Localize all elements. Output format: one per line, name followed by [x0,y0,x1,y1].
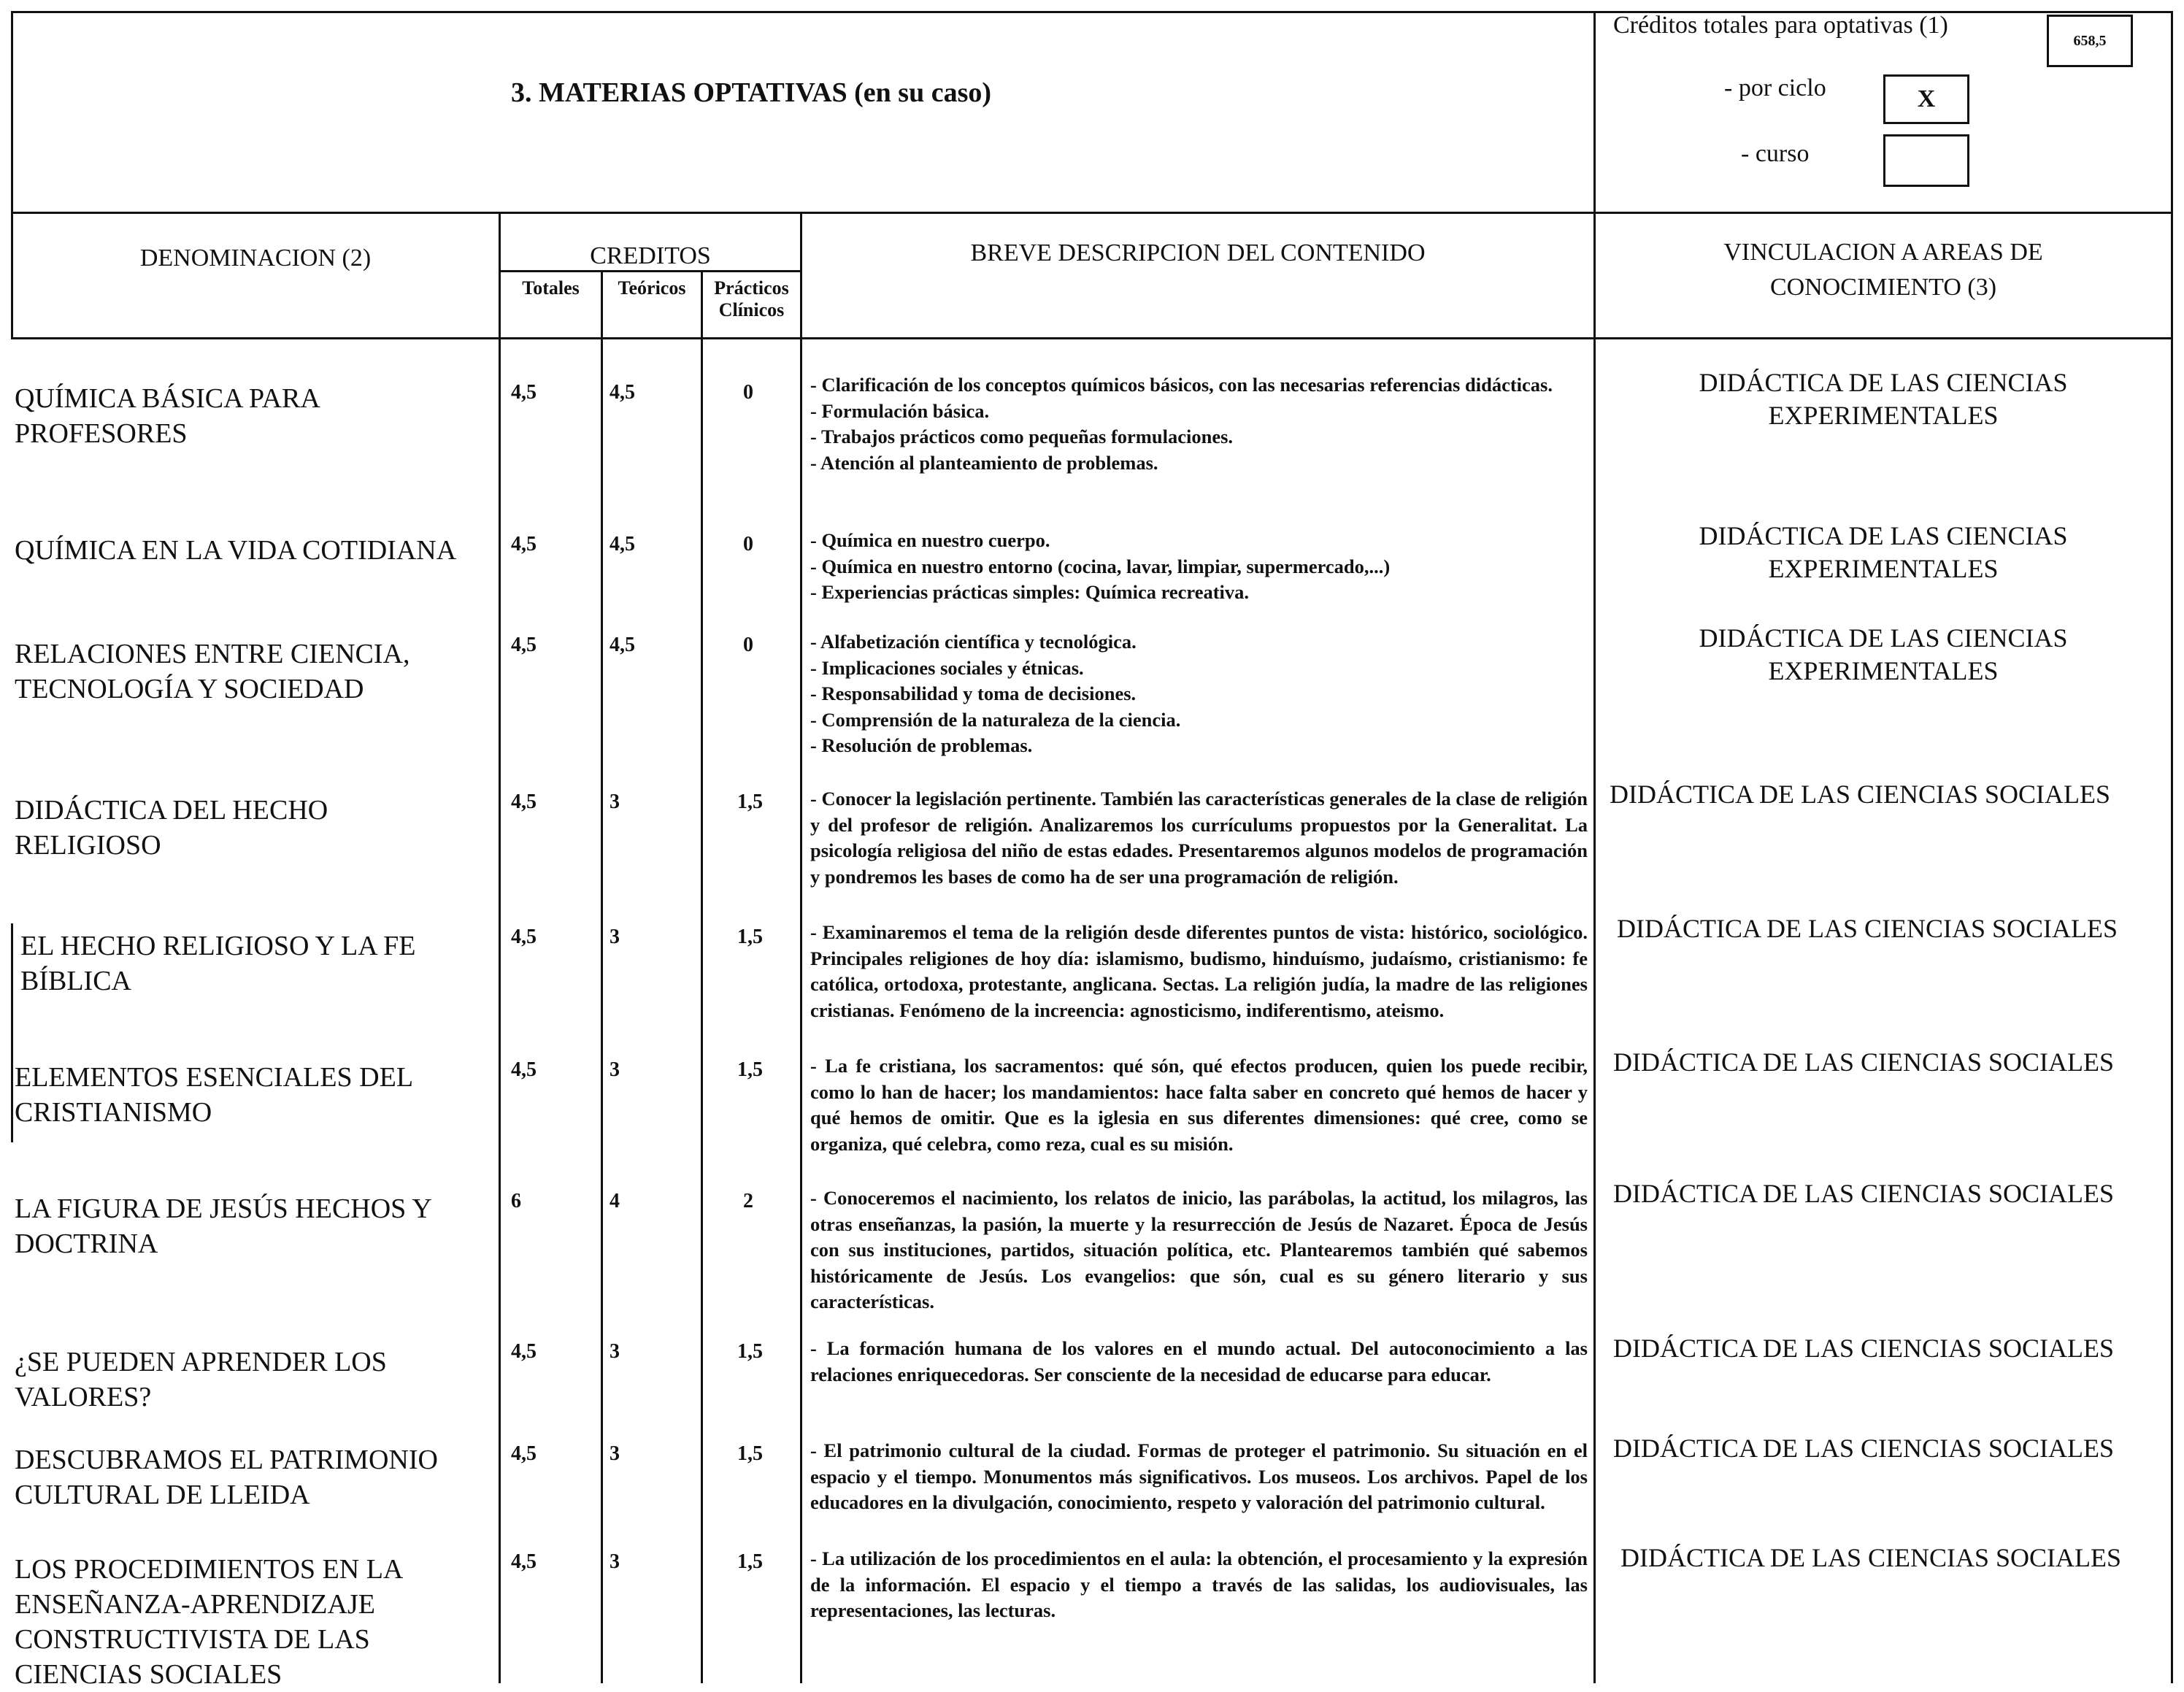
row-totales: 4,5 [511,1340,537,1363]
row-totales: 4,5 [511,791,537,813]
row-name: QUÍMICA BÁSICA PARA PROFESORES [15,383,320,449]
description-line: - Responsabilidad y toma de decisiones. [810,682,1137,704]
header-bottom-line [11,212,2173,214]
per-cycle-mark: X [1917,85,1936,112]
row-teoricos: 3 [610,791,620,813]
row-teoricos: 3 [610,1058,620,1081]
row-name: ¿SE PUEDEN APRENDER LOS VALORES? [15,1347,387,1412]
description-line: - Examinaremos el tema de la religión desde diferentes puntos de vista: histórico, sociológico. Principales religiones de hoy día: islamismo, budismo, hinduísmo, judaísmo, cristianismo: fe católica, ortodoxa, protestante, anglicana. Sectas. La religión judía, la madre de las religiones cristianas. Fenómeno de la increencia: agnosticismo, indiferentismo, ateismo. [810,921,1588,1021]
row-practicos: 1,5 [737,926,763,948]
row-name: DIDÁCTICA DEL HECHO RELIGIOSO [15,795,328,861]
row-description [810,528,1588,606]
description-line: - Atención al planteamiento de problemas. [810,451,1158,474]
row-name: LA FIGURA DE JESÚS HECHOS Y DOCTRINA [15,1193,432,1259]
per-cycle-label: - por ciclo [1724,74,1826,101]
row-practicos: 1,5 [737,1058,763,1081]
total-credits-box [2047,15,2133,67]
description-line: - Trabajos prácticos como pequeñas formulaciones. [810,426,1234,447]
column-header-bottom-line [11,337,2173,339]
row-totales: 4,5 [511,1442,537,1465]
row-name: ELEMENTOS ESENCIALES DEL CRISTIANISMO [15,1062,414,1128]
row-totales: 4,5 [511,926,537,948]
col-header-teoricos: Teóricos [618,277,686,299]
row-area: DIDÁCTICA DE LAS CIENCIAS SOCIALES [1613,1334,2115,1363]
row-totales: 4,5 [511,533,537,555]
row-totales: 4,5 [511,1058,537,1081]
row-area: DIDÁCTICA DE LAS CIENCIAS SOCIALES [1613,1179,2115,1208]
row-practicos: 0 [743,533,753,555]
description-line: - La formación humana de los valores en el mundo actual. Del autoconocimiento a las relaciones enriquecedoras. Ser consciente de la necesidad de educarse para educar. [810,1337,1588,1385]
col-divider-creditos [800,212,802,1683]
description-line: - Implicaciones sociales y étnicas. [810,656,1084,679]
row-teoricos: 4,5 [610,634,635,656]
row-name: EL HECHO RELIGIOSO Y LA FE BÍBLICA [20,931,416,996]
row-practicos: 2 [743,1190,753,1212]
row-area: DIDÁCTICA DE LAS CIENCIAS SOCIALES [1620,1543,2122,1572]
row-description [810,1185,1588,1315]
frame-left-line [11,11,13,339]
row-totales: 6 [511,1190,521,1212]
description-line: - Comprensión de la naturaleza de la ciencia. [810,708,1181,731]
row-practicos: 1,5 [737,791,763,813]
col-header-creditos: CREDITOS [590,242,711,269]
row-area: DIDÁCTICA DE LAS CIENCIAS SOCIALES [1613,1047,2115,1077]
description-line: - La fe cristiana, los sacramentos: qué són, qué efectos producen, quien los puede recibir, como lo han de hacer; los mandamientos: hace falta saber en concreto qué hemos de hacer y qué hemos de omitir. Que es la iglesia en sus diferentes dimensiones: qué cree, como se organiza, qué celebra, como reza, cual es su misión. [810,1055,1588,1155]
row-description [810,1336,1588,1388]
row-description [810,1546,1588,1624]
row-practicos: 0 [743,634,753,656]
row-teoricos: 3 [610,1340,620,1363]
description-line: - El patrimonio cultural de la ciudad. Formas de proteger el patrimonio. Su situación en el espacio y el tiempo. Monumentos más significativos. Los museos. Los archivos. Papel de los educadores en la divulgación, conocimiento, respeto y valoración del patrimonio cultural. [810,1439,1588,1513]
col-divider-totales [601,270,603,1683]
col-header-practicos: Prácticos Clínicos [714,277,789,320]
row-area: DIDÁCTICA DE LAS CIENCIAS SOCIALES [1613,1434,2115,1463]
row-description [810,786,1588,890]
row-name: RELACIONES ENTRE CIENCIA, TECNOLOGÍA Y SOCIEDAD [15,639,410,704]
col-divider-teoricos [701,270,703,1683]
row-totales: 4,5 [511,1550,537,1573]
description-line: - Experiencias prácticas simples: Química recreativa. [810,581,1250,603]
per-cycle-box [1883,74,1969,124]
row-description [810,629,1588,759]
page-title: 3. MATERIAS OPTATIVAS (en su caso) [511,77,992,108]
row-teoricos: 3 [610,1550,620,1573]
description-line: - Formulación básica. [810,399,990,422]
row-teoricos: 3 [610,926,620,948]
total-credits-label: Créditos totales para optativas (1) [1613,12,1948,39]
row-area: DIDÁCTICA DE LAS CIENCIAS EXPERIMENTALES [1699,623,2068,685]
col-header-totales: Totales [522,277,580,299]
row-description [810,920,1588,1023]
description-line: - Química en nuestro entorno (cocina, lavar, limpiar, supermercado,...) [810,555,1391,577]
row-description [810,1053,1588,1157]
row-practicos: 1,5 [737,1442,763,1465]
description-line: - Conocer la legislación pertinente. También las características generales de la clase de religión y del profesor de religión. Analizaremos los currículums propuestos por la Generalitat. La psicología religiosa del niño de estas edades. Presentaremos algunos modelos de programación y pondremos les bases de como ha de ser una programación de religión. [810,788,1588,888]
description-line: - Química en nuestro cuerpo. [810,529,1050,551]
row-area: DIDÁCTICA DE LAS CIENCIAS EXPERIMENTALES [1699,521,2068,583]
creditos-subheader-line [499,270,802,272]
row-practicos: 1,5 [737,1550,763,1573]
row-teoricos: 4 [610,1190,620,1212]
course-label: - curso [1741,140,1810,167]
description-line: - Clarificación de los conceptos químicos básicos, con las necesarias referencias didácticas. [810,374,1553,396]
row-area: DIDÁCTICA DE LAS CIENCIAS SOCIALES [1610,780,2111,809]
description-line: - Alfabetización científica y tecnológica. [810,631,1137,653]
row-teoricos: 3 [610,1442,620,1465]
row-area: DIDÁCTICA DE LAS CIENCIAS EXPERIMENTALES [1699,368,2068,430]
row-teoricos: 4,5 [610,381,635,404]
row-description [810,372,1588,476]
row-practicos: 1,5 [737,1340,763,1363]
row-practicos: 0 [743,381,753,404]
row-name: QUÍMICA EN LA VIDA COTIDIANA [15,535,457,566]
row-name: LOS PROCEDIMIENTOS EN LA ENSEÑANZA-APRENDIZAJE CONSTRUCTIVISTA DE LAS CIENCIAS SOCIALES [15,1554,404,1690]
description-line: - Resolución de problemas. [810,734,1033,756]
description-line: - Conoceremos el nacimiento, los relatos de inicio, las parábolas, la actitud, los milagros, las otras enseñanzas, la pasión, la muerte y la resurrección de Jesús de Nazaret. Época de Jesús con sus instituciones, partidos, situación política, etc. Plantearemos también qué sabemos históricamente de Jesús. Los evangelios: que són, cual es su género literario y sus características. [810,1187,1588,1312]
row-name: DESCUBRAMOS EL PATRIMONIO CULTURAL DE LLEIDA [15,1445,438,1510]
row-totales: 4,5 [511,381,537,404]
row-description [810,1438,1588,1516]
row-teoricos: 4,5 [610,533,635,555]
col-header-descripcion: BREVE DESCRIPCION DEL CONTENIDO [970,239,1426,266]
col-header-denominacion: DENOMINACION (2) [139,245,372,272]
description-line: - La utilización de los procedimientos en el aula: la obtención, el procesamiento y la expresión de la información. El espacio y el tiempo a través de las salidas, los audiovisuales, las representaciones, las lecturas. [810,1547,1588,1621]
row-totales: 4,5 [511,634,537,656]
left-edge-fragment [11,923,13,1142]
course-box [1883,134,1969,187]
total-credits-value: 658,5 [2073,32,2107,49]
row-area: DIDÁCTICA DE LAS CIENCIAS SOCIALES [1617,914,2118,943]
col-header-vinculacion: VINCULACION A AREAS DE CONOCIMIENTO (3) [1723,239,2043,301]
